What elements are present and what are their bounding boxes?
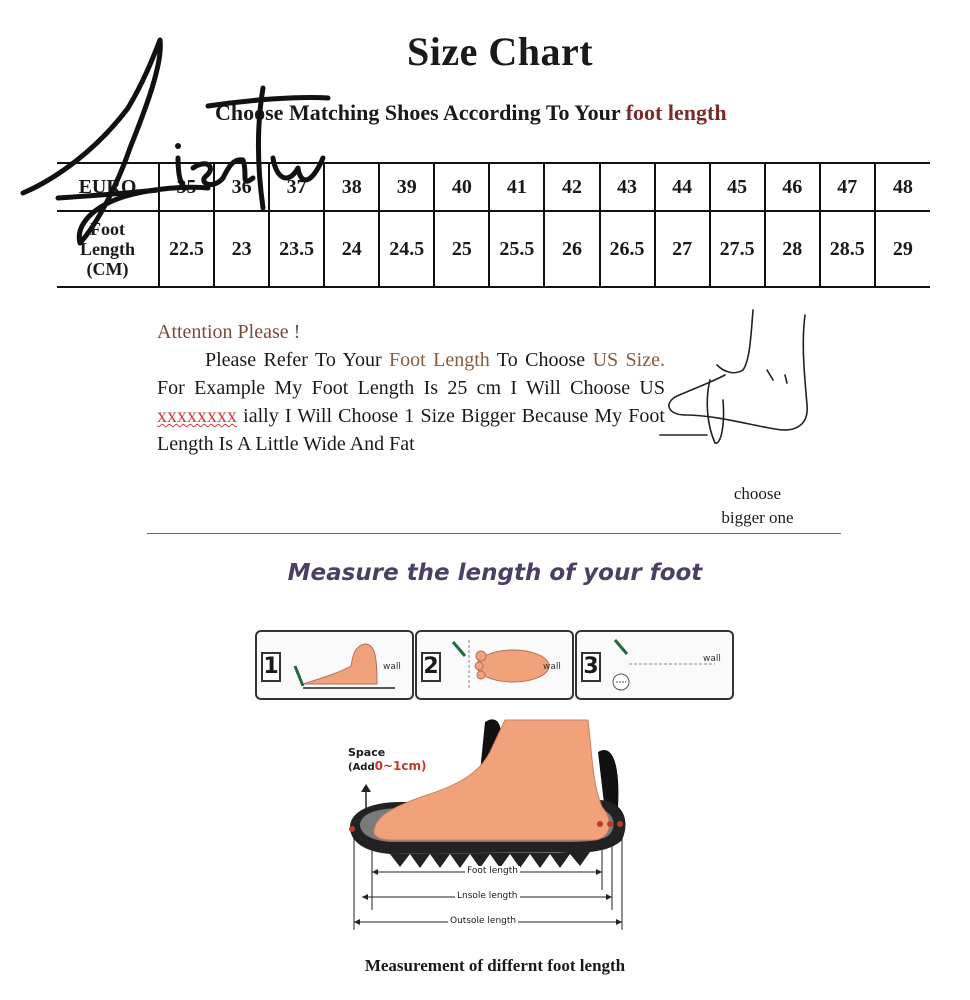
step-3-wall-label: wall (703, 654, 721, 664)
euro-size-cell: 48 (875, 163, 930, 211)
euro-size-cell: 42 (544, 163, 599, 211)
foot-length-cell: 26 (544, 211, 599, 287)
diagram-caption: Measurement of differnt foot length (364, 956, 626, 975)
choose-note-line1: choose (733, 484, 782, 503)
subtitle-text: Choose Matching Shoes According To Your (215, 100, 626, 125)
add-label: (Add (348, 762, 375, 773)
foot-length-cell: 25 (434, 211, 489, 287)
foot-label-line1: Foot (90, 219, 125, 239)
add-space-label (348, 759, 427, 773)
space-label: Space (348, 746, 386, 759)
foot-length-cell: 23 (214, 211, 269, 287)
foot-length-cell: 26.5 (600, 211, 655, 287)
euro-size-cell: 35 (159, 163, 214, 211)
foot-length-cell: 24.5 (379, 211, 434, 287)
euro-size-cell: 45 (710, 163, 765, 211)
foot-length-cell: 27.5 (710, 211, 765, 287)
attention-text-1: Please Refer To Your (205, 349, 390, 371)
step-1-panel (255, 630, 414, 700)
insole-length-dim-label: Lnsole length (457, 891, 518, 901)
foot-length-cell: 27 (655, 211, 710, 287)
choose-note-line2: bigger one (721, 508, 794, 527)
euro-size-cell: 43 (600, 163, 655, 211)
choose-bigger-note (700, 482, 815, 530)
page-title: Size Chart (406, 29, 594, 74)
brand-logo (18, 28, 338, 253)
measure-title: Measure the length of your foot (287, 560, 703, 586)
euro-size-cell: 39 (379, 163, 434, 211)
ruler-icon (605, 636, 725, 694)
step-3-number: 3 (581, 652, 601, 682)
euro-size-cell: 47 (820, 163, 875, 211)
attention-text-2: To Choose (489, 349, 593, 371)
step-1-wall-label: wall (383, 662, 401, 672)
attention-text-3: For Example My Foot Length Is 25 cm I Will Choose US (157, 377, 665, 399)
attention-redacted: xxxxxxxx (157, 405, 237, 427)
euro-size-cell: 41 (489, 163, 544, 211)
step-3-panel (575, 630, 734, 700)
foot-sketch-icon (655, 305, 815, 450)
step-2-number: 2 (421, 652, 441, 682)
foot-length-cell: 25.5 (489, 211, 544, 287)
section-divider (147, 533, 841, 534)
attention-text-4: ially I Will Choose 1 Size Bigger Because My Foot Length Is A Little Wide And Fat (157, 405, 665, 455)
euro-size-cell: 38 (324, 163, 379, 211)
attention-heading: Attention Please ! (157, 321, 301, 343)
euro-size-cell: 36 (214, 163, 269, 211)
attention-note (157, 318, 665, 458)
foot-length-cell: 29 (875, 211, 930, 287)
foot-length-cell: 28.5 (820, 211, 875, 287)
foot-label-line3: (CM) (86, 259, 129, 279)
step-2-wall-label: wall (543, 662, 561, 672)
add-value: 0~1cm) (374, 759, 427, 773)
foot-length-cell: 24 (324, 211, 379, 287)
euro-size-cell: 37 (269, 163, 324, 211)
foot-label-line2: Length (79, 239, 135, 259)
foot-length-cell: 23.5 (269, 211, 324, 287)
subtitle-highlight: foot length (625, 100, 727, 125)
attention-body (157, 346, 665, 458)
foot-length-cell: 22.5 (159, 211, 214, 287)
step-2-panel (415, 630, 574, 700)
foot-length-cell: 28 (765, 211, 820, 287)
attention-us-size: US Size. (592, 349, 665, 371)
foot-length-dim-label: Foot length (467, 866, 518, 876)
euro-label: EURO (57, 163, 159, 211)
euro-size-cell: 40 (434, 163, 489, 211)
euro-size-cell: 46 (765, 163, 820, 211)
step-1-number: 1 (261, 652, 281, 682)
outsole-length-dim-label: Outsole length (450, 916, 517, 926)
euro-size-cell: 44 (655, 163, 710, 211)
attention-foot-length: Foot Length (389, 349, 490, 371)
